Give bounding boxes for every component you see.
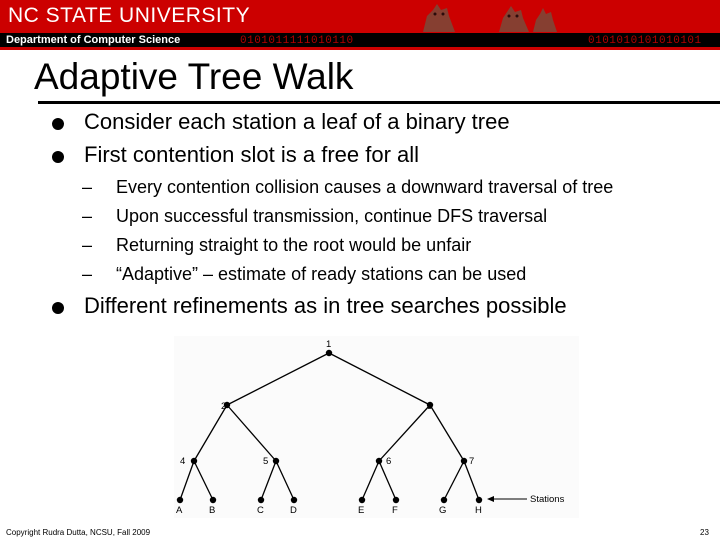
node-label: 1 <box>326 339 332 350</box>
university-header <box>0 0 720 50</box>
bullet-text: Consider each station a leaf of a binary tree <box>84 109 510 134</box>
leaf-label: C <box>257 505 264 516</box>
leaf-label: B <box>209 505 216 516</box>
bullet-dot-icon <box>52 151 64 163</box>
leaf-label: D <box>290 505 297 516</box>
slide-title: Adaptive Tree Walk <box>34 56 354 97</box>
leaf-label: H <box>475 505 482 516</box>
dash-icon: – <box>82 177 93 197</box>
dash-icon: – <box>82 206 93 226</box>
footer-copyright: Copyright Rudra Dutta, NCSU, Fall 2009 <box>6 528 151 537</box>
node-label: 7 <box>469 456 475 467</box>
node-label: 6 <box>386 456 392 467</box>
dash-icon: – <box>82 264 93 284</box>
binary-decoration-right: 0101010101010101 <box>588 35 702 47</box>
department-name: Department of Computer Science <box>6 34 181 46</box>
leaf-label: G <box>439 505 447 516</box>
leaf-label: E <box>358 505 365 516</box>
binary-decoration-left: 0101011111010110 <box>240 35 354 47</box>
node-label: 2 <box>221 401 227 412</box>
arrowhead-icon <box>487 496 494 502</box>
node-label: 4 <box>180 456 186 467</box>
university-name: NC STATE UNIVERSITY <box>8 4 251 27</box>
binary-tree-diagram <box>174 336 579 518</box>
leaf-label: F <box>392 505 398 516</box>
page-number: 23 <box>700 528 709 537</box>
wolf-logo-icon <box>415 2 585 34</box>
title-underline <box>38 101 720 104</box>
leaf-label: A <box>176 505 183 516</box>
bullet-dot-icon <box>52 302 64 314</box>
sub-bullet-text: Upon successful transmission, continue DFS traversal <box>116 206 548 226</box>
stations-label: Stations <box>530 494 565 505</box>
node-label: 5 <box>263 456 269 467</box>
bullet-text: Different refinements as in tree searches possible <box>84 293 567 318</box>
dash-icon: – <box>82 235 93 255</box>
bullet-text: First contention slot is a free for all <box>84 142 420 167</box>
bullet-dot-icon <box>52 118 64 130</box>
node-label: 3 <box>427 401 433 412</box>
tree-edges <box>180 353 479 500</box>
tree-nodes <box>177 350 482 503</box>
sub-bullet-text: Every contention collision causes a downward traversal of tree <box>116 177 614 197</box>
sub-bullet-text: Returning straight to the root would be unfair <box>116 235 472 255</box>
sub-bullet-text: “Adaptive” – estimate of ready stations can be used <box>116 264 527 284</box>
